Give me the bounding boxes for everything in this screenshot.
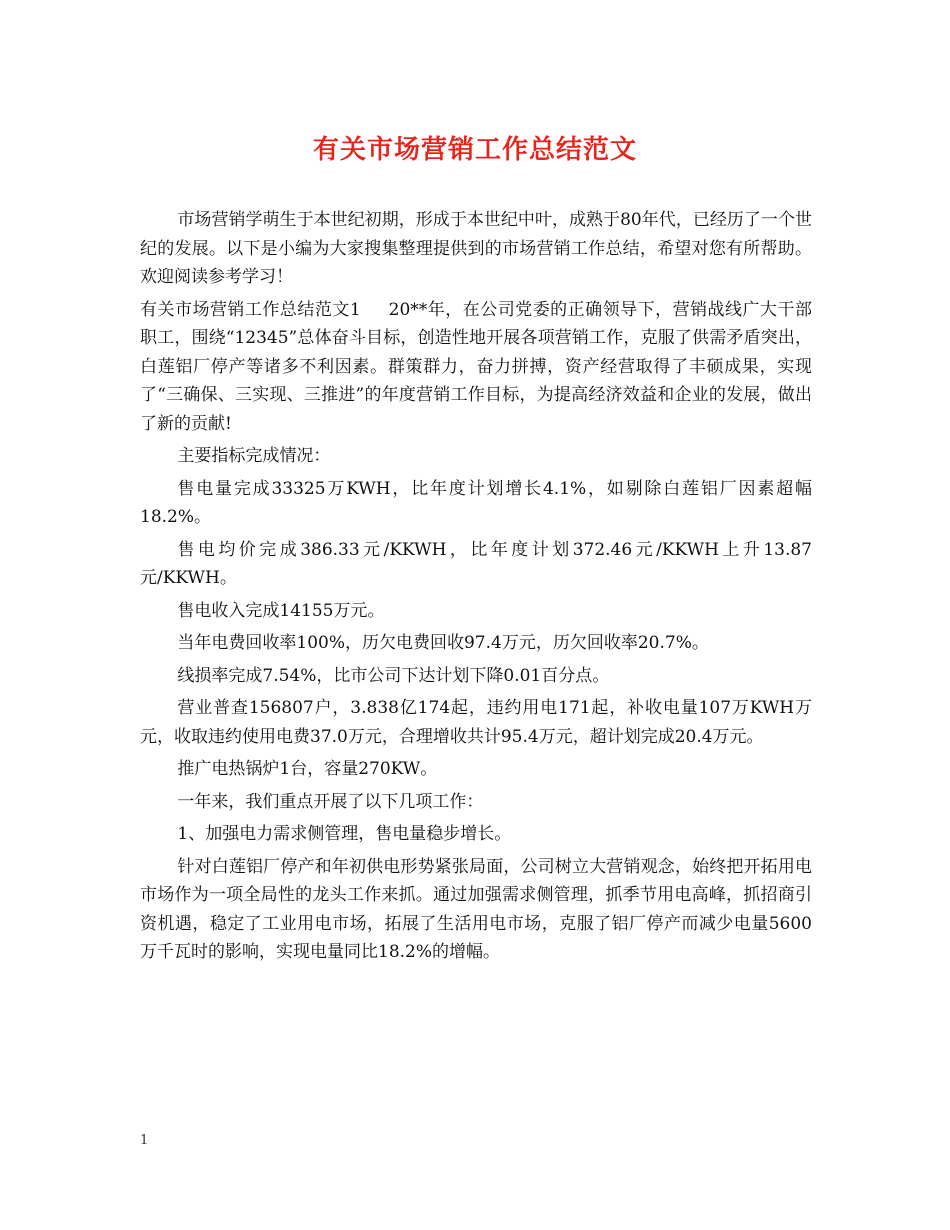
year-review-paragraph: 一年来，我们重点开展了以下几项工作： xyxy=(177,791,484,812)
section-paragraph xyxy=(140,296,812,439)
page-number: 1 xyxy=(140,1133,149,1148)
document-title: 有关市场营销工作总结范文 xyxy=(312,135,637,165)
document-body xyxy=(140,206,812,971)
line-loss-paragraph: 线损率完成7.54%，比市公司下达计划下降0.01百分点。 xyxy=(177,665,610,686)
inspection-paragraph: 营业普查156807户，3.838亿174起，违约用电171起，补收电量107万KWH万元，收取违约使用电费37.0万元，合理增收共计95.4万元，超计划完成20.4万元。 xyxy=(140,698,812,747)
item1-heading: 1、加强电力需求侧管理，售电量稳步增长。 xyxy=(177,824,512,844)
indicators-heading: 主要指标完成情况： xyxy=(177,446,331,466)
avg-price-paragraph: 售电均价完成386.33元/KKWH，比年度计划372.46元/KKWH上升13.87元/KKWH。 xyxy=(140,539,812,588)
boiler-paragraph: 推广电热锅炉1台，容量270KW。 xyxy=(177,759,438,779)
section-body: 20**年，在公司党委的正确领导下，营销战线广大干部职工，围绕“12345”总体奋斗目标，创造性地开展各项营销工作，克服了供需矛盾突出，白莲铝厂停产等诸多不利因素。群策群力，奋力拼搏，资产经营取得了丰硕成果，实现了“三确保、三实现、三推进”的年度营销工作目标，为提高经济效益和企业的发展，做出了新的贡献! xyxy=(140,299,812,434)
sales-volume-paragraph: 售电量完成33325万KWH，比年度计划增长4.1%，如剔除白莲铝厂因素超幅18.2%。 xyxy=(140,478,812,527)
intro-paragraph: 市场营销学萌生于本世纪初期，形成于本世纪中叶，成熟于80年代，已经历了一个世纪的发展。以下是小编为大家搜集整理提供到的市场营销工作总结，希望对您有所帮助。欢迎阅读参考学习！ xyxy=(140,210,812,287)
recovery-paragraph: 当年电费回收率100%，历欠电费回收97.4万元，历欠回收率20.7%。 xyxy=(177,633,709,653)
section-heading: 有关市场营销工作总结范文1 xyxy=(140,299,361,320)
revenue-paragraph: 售电收入完成14155万元。 xyxy=(177,600,385,621)
item1-body-paragraph: 针对白莲铝厂停产和年初供电形势紧张局面，公司树立大营销观念，始终把开拓用电市场作为一项全局性的龙头工作来抓。通过加强需求侧管理，抓季节用电高峰，抓招商引资机遇，稳定了工业用电市场，拓展了生活用电市场，克服了铝厂停产而减少电量5600万千瓦时的影响，实现电量同比18.2%的增幅。 xyxy=(140,856,812,962)
